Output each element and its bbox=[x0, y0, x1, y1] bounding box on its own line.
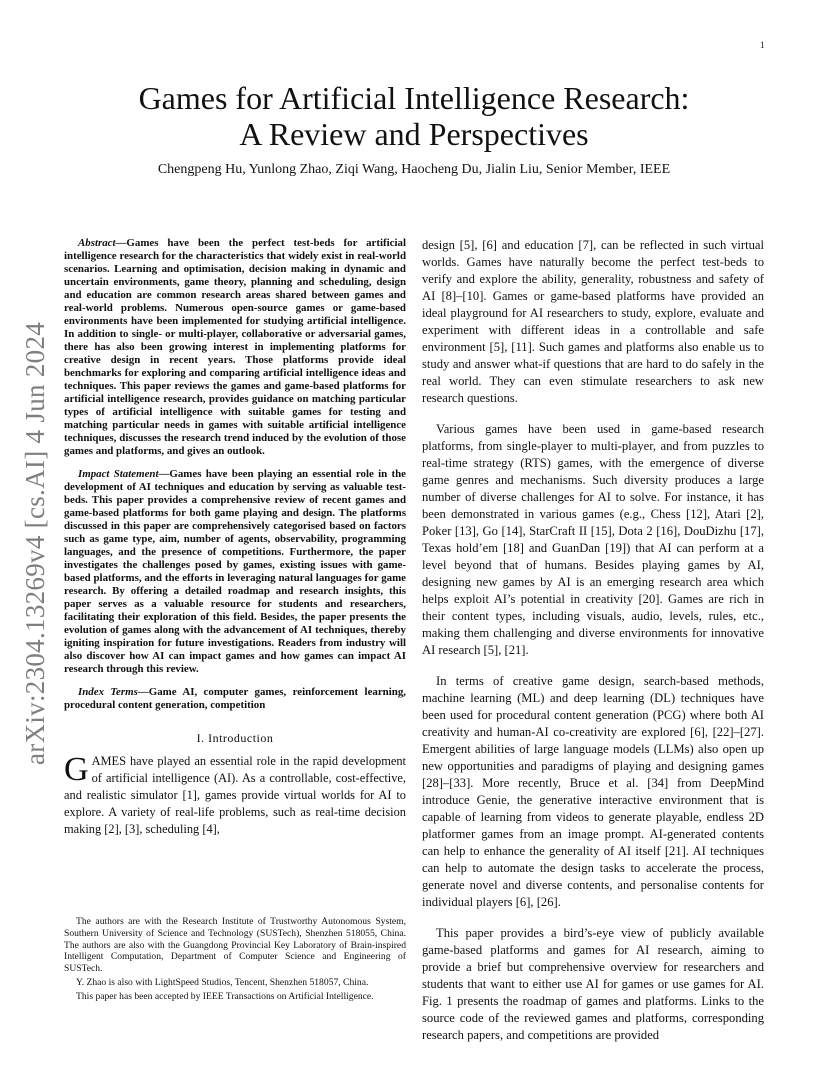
abstract-label: Abstract bbox=[78, 237, 116, 249]
abstract-text: —Games have been the perfect test-beds for artificial intelligence research for the characteristics that widely exist in real-world scenarios. Learning and optimisation, decision making in dynamic and uncertain environments, game theory, planning and scheduling, design and education are common research areas shared between games and real-world problems. Numerous open-source games or game-based environments have been implemented for studying artificial intelligence. In addition to single- or multi-player, collaborative or adversarial games, there has also been growing interest in implementing platforms for creative design in recent years. Those platforms provide ideal benchmarks for exploring and comparing artificial intelligence ideas and techniques. This paper reviews the games and game-based platforms for artificial intelligence research, provides guidance on matching particular types of artificial intelligence with suitable games for testing and matching particular needs in games with suitable artificial intelligence techniques, discusses the research trend induced by the evolution of those games and platforms, and gives an outlook. bbox=[64, 237, 406, 457]
impact-text: —Games have been playing an essential role in the development of AI techniques and education by serving as valuable test-beds. This paper provides a comprehensive review of recent games and game-based platforms for both game playing and design. The platforms discussed in this paper are comprehensively categorised based on factors such as game type, aim, number of agents, observability, programming languages, and the presence of competitions. Furthermore, the paper investigates the challenges posed by games, existing issues with game-based platforms, and the efforts in leveraging natural languages for game research. By offering a detailed roadmap and research insights, this paper serves as a valuable resource for students and researchers, facilitating their exploration of this field. Besides, the paper presents the evolution of games along with the advancement of AI techniques, thereby igniting inspiration for future investigations. Readers from industry will also discover how AI can impact games and how games can impact AI research through this review. bbox=[64, 468, 406, 675]
index-terms bbox=[64, 686, 406, 712]
page-number: 1 bbox=[760, 40, 765, 50]
index-terms-text: —Game AI, computer games, reinforcement learning, procedural content generation, competition bbox=[64, 686, 406, 711]
index-terms-label: Index Terms bbox=[78, 686, 138, 698]
arxiv-identifier: arXiv:2304.13269v4 [cs.AI] 4 Jun 2024 bbox=[20, 321, 50, 765]
paragraph-games-variety: Various games have been used in game-based research platforms, from single-player to multi-player, and from puzzles to real-time strategy (RTS) games, with the emergence of diverse game genres and mechanisms. Such diversity produces a large number of diverse challenges for AI to solve. For instance, it has been demonstrated in various games (e.g., Chess [12], Atari [2], Poker [13], Go [14], StarCraft II [15], Dota 2 [16], DouDizhu [17], Texas hold’em [18] and GuanDan [19]) that AI can perform at a level beyond that of humans. Besides playing games by AI, designing new games by AI is an emerging research area which helps exploit AI’s potential in creativity [20]. Games are rich in their content types, including visuals, audio, levels, rules, etc., making them challenging and diverse environments for innovative AI research [5], [21]. bbox=[422, 422, 764, 657]
right-column bbox=[422, 237, 764, 1058]
intro-text: AMES have played an essential role in the rapid development of artificial intelligence (AI). As a controllable, cost-effective, and realistic simulator [1], games provide virtual worlds for AI to explore. A variety of real-life problems, such as real-time decision making [2], [3], scheduling [4], bbox=[64, 754, 406, 836]
footnotes bbox=[64, 916, 406, 1005]
title-line-1: Games for Artificial Intelligence Research: bbox=[138, 80, 690, 116]
author-list: Chengpeng Hu, Yunlong Zhao, Ziqi Wang, Haocheng Du, Jialin Liu, Senior Member, IEEE bbox=[157, 162, 671, 177]
paragraph-continued: design [5], [6] and education [7], can be reflected in such virtual worlds. Games have naturally become the perfect test-beds to verify and explore the ability, generality, robustness and safety of AI [8]–[10]. Games or game-based platforms have provided an ideal playground for AI researchers to study, explore, evaluate and experiment with different ideas in a controllable and safe environment [5], [11]. Such games and platforms also enable us to study and answer what-if questions that are hard to do safely in the real world. They can even stimulate researchers to ask new research questions. bbox=[422, 238, 764, 405]
paragraph-creative-design: In terms of creative game design, search-based methods, machine learning (ML) and deep learning (DL) techniques have been used for procedural content generation (PCG) where both AI creativity and human-AI co-creativity are explored [6], [22]–[27]. Emergent abilities of large language models (LLMs) also open up new opportunities and paradigms of playing and designing games [28]–[33]. More recently, Bruce et al. [34] from DeepMind introduce Genie, the generative interactive environment that is capable of learning from videos to generate playable, endless 2D platformer games from an image prompt. AI-generated contents can help to enhance the generality of AI itself [21]. AI techniques can help to automate the design tasks to accelerate the process, generate novel and diverse contents, and personalise contents for individual players [6], [26]. bbox=[422, 674, 764, 909]
abstract bbox=[64, 237, 406, 458]
intro-paragraph bbox=[64, 753, 406, 838]
left-column bbox=[64, 237, 406, 852]
impact-label: Impact Statement bbox=[78, 468, 159, 480]
impact-statement bbox=[64, 468, 406, 676]
section-heading: I. Introduction bbox=[196, 731, 274, 745]
drop-cap: G bbox=[64, 751, 89, 788]
paragraph-overview: This paper provides a bird’s-eye view of publicly available game-based platforms and games for AI research, aiming to provide a brief but comprehensive overview for researchers and students that want to either use AI for games or use games for AI. Fig. 1 presents the roadmap of games and platforms. Links to the source code of the reviewed games and platforms, corresponding research papers, and competitions are provided bbox=[422, 926, 764, 1042]
footnote-tencent: Y. Zhao is also with LightSpeed Studios, Tencent, Shenzhen 518057, China. bbox=[76, 976, 369, 988]
footnote-acceptance: This paper has been accepted by IEEE Transactions on Artificial Intelligence. bbox=[76, 990, 374, 1002]
title-line-2: A Review and Perspectives bbox=[239, 116, 589, 152]
paper-title bbox=[60, 80, 768, 152]
footnote-affiliation: The authors are with the Research Institute of Trustworthy Autonomous System, Southern University of Science and Technology (SUSTech), Shenzhen 518055, China. The authors are also with the Guangdong Provincial Key Laboratory of Brain-inspired Intelligent Computation, Department of Computer Science and Engineering of SUSTech. bbox=[64, 916, 406, 975]
